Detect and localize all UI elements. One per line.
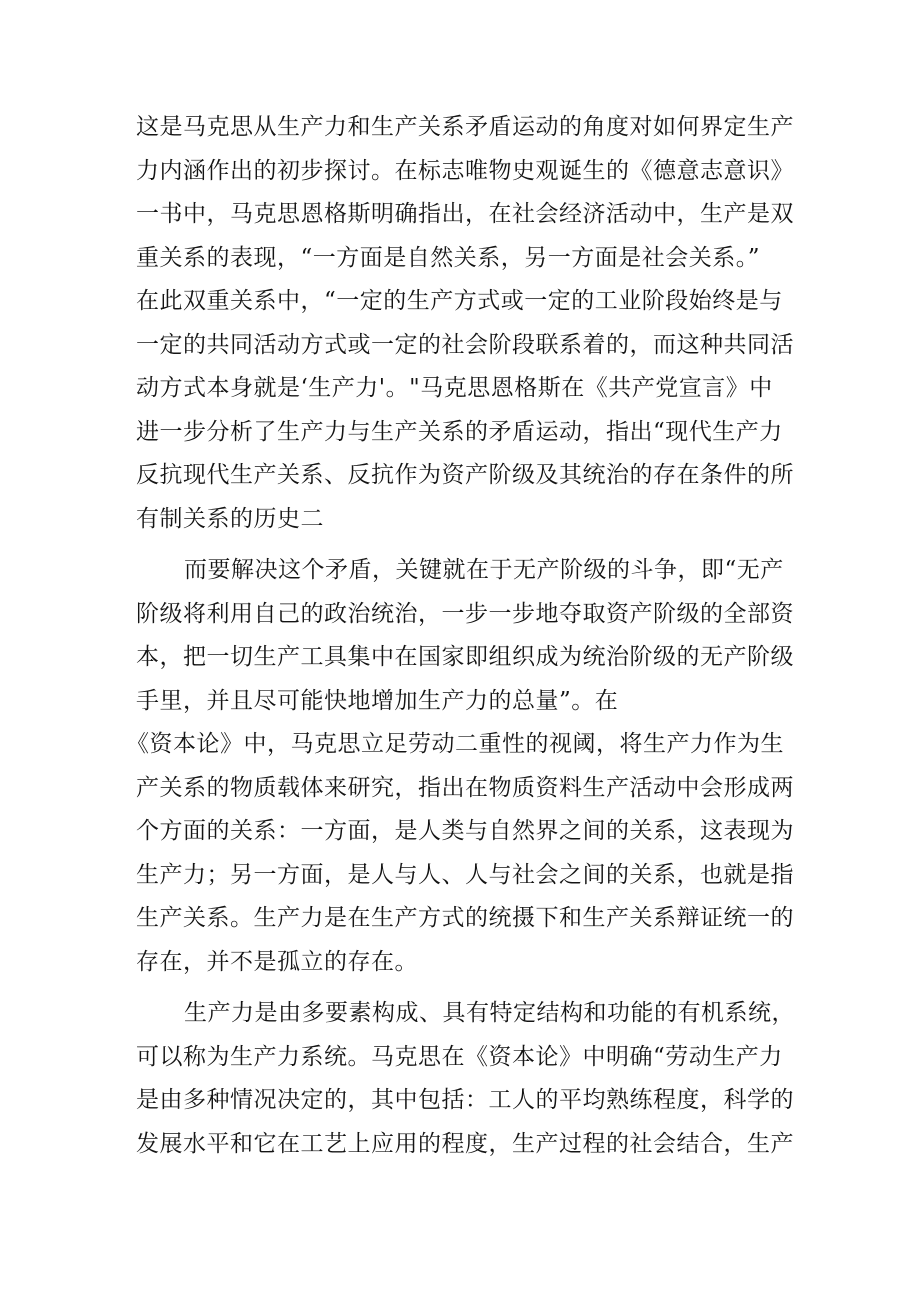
text-line: 生产关系。生产力是在生产方式的统摄下和生产关系辩证统一的	[136, 905, 794, 931]
paragraph-3	[126, 723, 796, 984]
text-line: 一书中，马克思恩格斯明确指出，在社会经济活动中，生产是双	[136, 201, 794, 227]
text-line: 发展水平和它在工艺上应用的程度，生产过程的社会结合，生产	[136, 1130, 794, 1157]
text-line: 产关系的物质载体来研究，指出在物质资料生产活动中会形成两	[136, 774, 794, 801]
text-line: 反抗现代生产关系、反抗作为资产阶级及其统治的存在条件的所	[136, 462, 794, 488]
body-text	[126, 106, 796, 1166]
text-line: 《资本论》中，马克思立足劳动二重性的视阈，将生产力作为生	[126, 731, 784, 757]
text-line: 这是马克思从生产力和生产关系矛盾运动的角度对如何界定生产	[136, 114, 794, 140]
text-line: 生产力；另一方面，是人与人、人与社会之间的关系，也就是指	[136, 861, 794, 888]
text-line: 有制关系的历史二	[136, 505, 324, 532]
text-line: 在此双重关系中，“一定的生产方式或一定的工业阶段始终是与	[136, 288, 783, 314]
paragraph-2	[136, 549, 796, 723]
paragraph-4	[136, 992, 796, 1166]
text-line: 个方面的关系：一方面，是人类与自然界之间的关系，这表现为	[136, 818, 794, 844]
text-line: 可以称为生产力系统。马克思在《资本论》中明确“劳动生产力	[136, 1043, 783, 1070]
text-line: 手里，并且尽可能快地增加生产力的总量”。在	[136, 687, 619, 714]
text-line: 存在，并不是孤立的存在。	[136, 948, 418, 975]
text-line: 而要解决这个矛盾，关键就在于无产阶级的斗争，即“无产	[184, 557, 784, 583]
text-line: 一定的共同活动方式或一定的社会阶段联系着的，而这种共同活	[136, 331, 794, 358]
text-line: 进一步分析了生产力与生产关系的矛盾运动，指出“现代生产力	[136, 418, 783, 445]
paragraph-1	[136, 106, 796, 541]
text-line: 动方式本身就是‘生产力'。"马克思恩格斯在《共产党宣言》中	[136, 375, 773, 401]
text-line: 生产力是由多要素构成、具有特定结构和功能的有机系统，	[184, 1000, 795, 1026]
text-line: 重关系的表现，“一方面是自然关系，另一方面是社会关系。”	[136, 244, 761, 271]
text-line: 本，把一切生产工具集中在国家即组织成为统治阶级的无产阶级	[136, 644, 794, 670]
text-line: 是由多种情况决定的，其中包括：工人的平均熟练程度，科学的	[136, 1087, 794, 1113]
text-line: 力内涵作出的初步探讨。在标志唯物史观诞生的《德意志意识》	[136, 157, 794, 184]
text-line: 阶级将利用自己的政治统治，一步一步地夺取资产阶级的全部资	[136, 600, 794, 627]
